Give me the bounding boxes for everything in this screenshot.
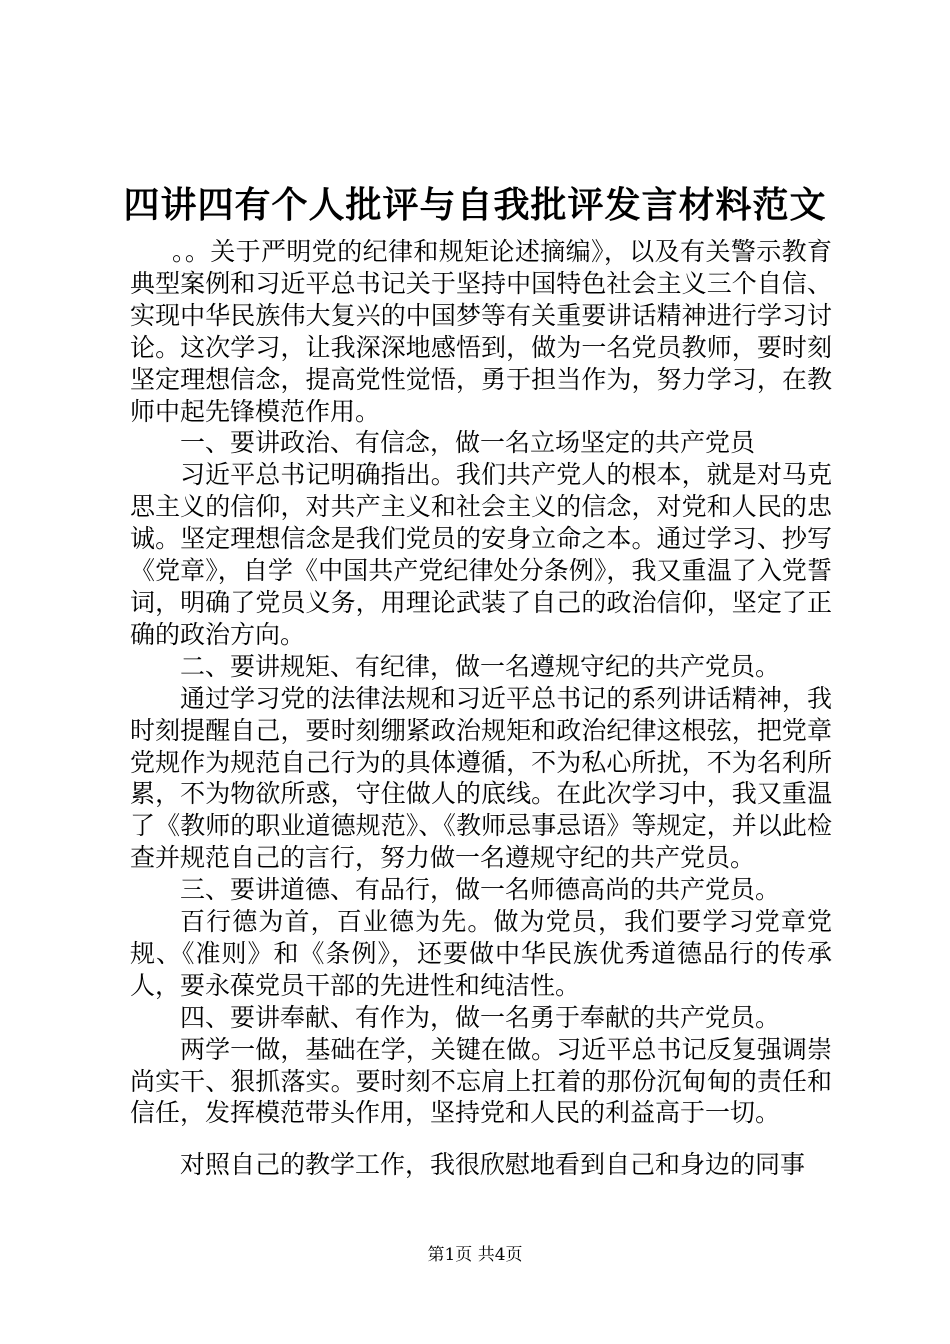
paragraph-section-2: 通过学习党的法律法规和习近平总书记的系列讲话精神，我时刻提醒自己，要时刻绷紧政治规矩和政治纪律这根弦，把党章党规作为规范自己行为的具体遵循，不为私心所扰，不为名利所累，不为物欲所惑，守住做人的底线。在此次学习中，我又重温了《教师的职业道德规范》、《教师忌事忌语》等规定，并以此检查并规范自己的言行，努力做一名遵规守纪的共产党员。 <box>130 683 832 873</box>
heading-section-4: 四、要讲奉献、有作为，做一名勇于奉献的共产党员。 <box>180 1002 781 1032</box>
paragraph-intro: 。。关于严明党的纪律和规矩论述摘编》，以及有关警示教育典型案例和习近平总书记关于坚持中国特色社会主义三个自信、实现中华民族伟大复兴的中国梦等有关重要讲话精神进行学习讨论。这次学习，让我深深地感悟到，做为一名党员教师，要时刻坚定理想信念，提高党性觉悟，勇于担当作为，努力学习，在教师中起先锋模范作用。 <box>130 237 832 426</box>
paragraph-section-4: 两学一做，基础在学，关键在做。习近平总书记反复强调崇尚实干、狠抓落实。要时刻不忘肩上扛着的那份沉甸甸的责任和信任，发挥模范带头作用，坚持党和人民的利益高于一切。 <box>130 1034 832 1128</box>
heading-section-3: 三、要讲道德、有品行，做一名师德高尚的共产党员。 <box>180 875 781 905</box>
document-title: 四讲四有个人批评与自我批评发言材料范文 <box>123 184 827 226</box>
paragraph-reflection: 对照自己的教学工作，我很欣慰地看到自己和身边的同事 <box>180 1150 806 1180</box>
document-body <box>130 236 832 1181</box>
heading-section-1: 一、要讲政治、有信念，做一名立场坚定的共产党员 <box>180 428 756 458</box>
paragraph-section-1: 习近平总书记明确指出。我们共产党人的根本，就是对马克思主义的信仰，对共产主义和社会主义的信念，对党和人民的忠诚。坚定理想信念是我们党员的安身立命之本。通过学习、抄写《党章》，自学《中国共产党纪律处分条例》，我又重温了入党誓词，明确了党员义务，用理论武装了自己的政治信仰，坚定了正确的政治方向。 <box>130 460 832 649</box>
paragraph-section-3: 百行德为首，百业德为先。做为党员，我们要学习党章党规、《准则》和《条例》，还要做中华民族优秀道德品行的传承人，要永葆党员干部的先进性和纯洁性。 <box>130 907 832 1000</box>
page-number-footer: 第1页 共4页 <box>427 1245 523 1265</box>
heading-section-2: 二、要讲规矩、有纪律，做一名遵规守纪的共产党员。 <box>180 651 781 681</box>
